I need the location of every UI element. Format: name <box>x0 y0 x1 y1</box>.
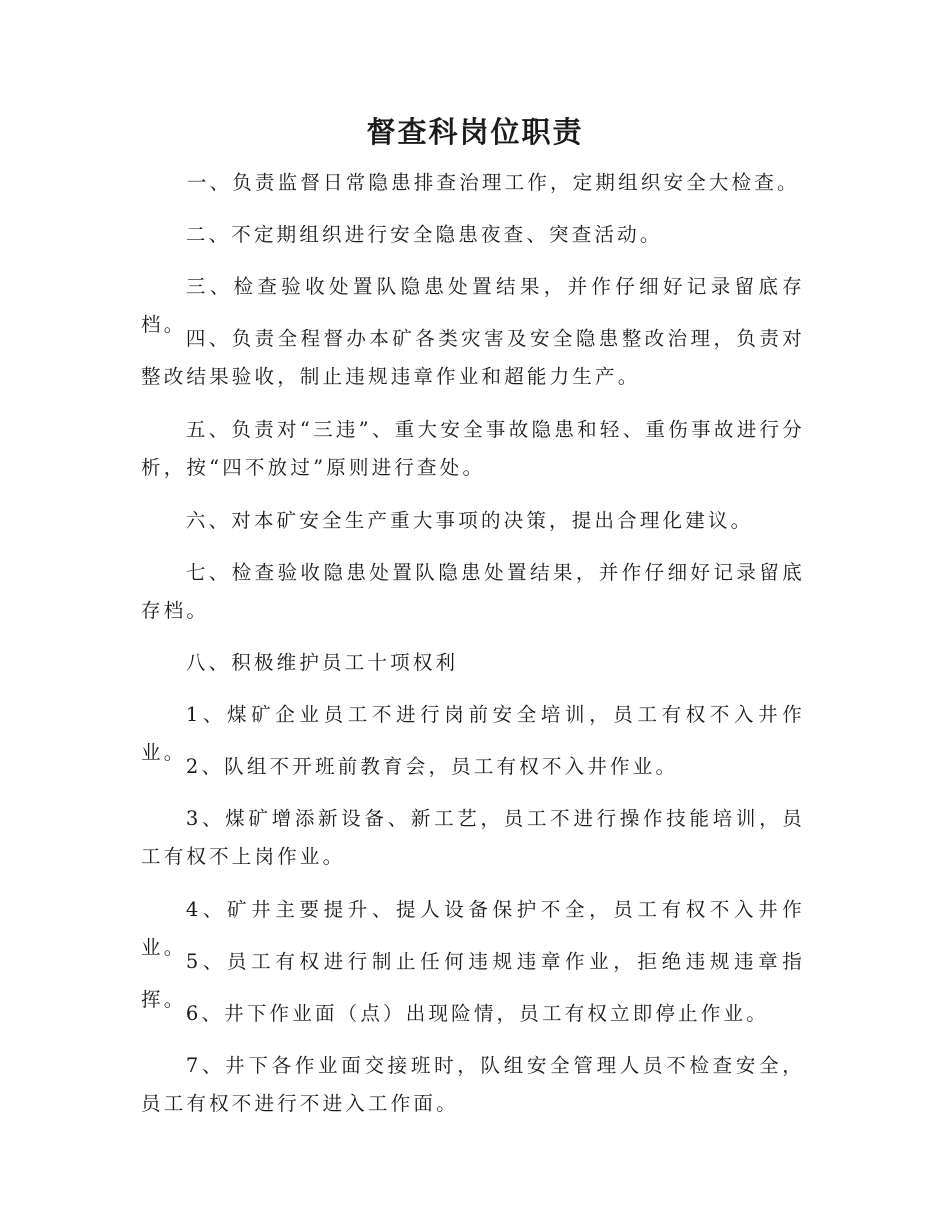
document-title: 督查科岗位职责 <box>366 115 584 149</box>
list-item-7: 7、井下各作业面交接班时，队组安全管理人员不检查安全，员工有权不进行不进入工作面。 <box>141 1054 805 1115</box>
list-item-1: 1、煤矿企业员工不进行岗前安全培训，员工有权不入井作业。 <box>141 703 805 764</box>
list-item-3: 3、煤矿增添新设备、新工艺，员工不进行操作技能培训，员工有权不上岗作业。 <box>141 807 805 868</box>
paragraph-7: 七、检查验收隐患处置队隐患处置结果，并作仔细好记录留底存档。 <box>141 561 805 622</box>
list-item-4: 4、矿井主要提升、提人设备保护不全，员工有权不入井作业。 <box>141 898 805 959</box>
list-item-5: 5、员工有权进行制止任何违规违章作业，拒绝违规违章指挥。 <box>141 950 805 1011</box>
paragraph-1: 一、负责监督日常隐患排查治理工作，定期组织安全大检查。 <box>186 171 800 194</box>
list-item-2: 2、队组不开班前教育会，员工有权不入井作业。 <box>185 755 679 778</box>
paragraph-5: 五、负责对“三违”、重大安全事故隐患和轻、重伤事故进行分析，按“四不放过”原则进行查处。 <box>141 418 805 479</box>
paragraph-2: 二、不定期组织进行安全隐患夜查、突查活动。 <box>185 223 663 246</box>
paragraph-8: 八、积极维护员工十项权利 <box>185 651 459 674</box>
paragraph-4: 四、负责全程督办本矿各类灾害及安全隐患整改治理，负责对整改结果验收，制止违规违章作业和超能力生产。 <box>141 327 805 388</box>
list-item-6: 6、井下作业面（点）出现险情，员工有权立即停止作业。 <box>185 1002 769 1025</box>
paragraph-3: 三、检查验收处置队隐患处置结果，并作仔细好记录留底存档。 <box>141 275 805 336</box>
paragraph-6: 六、对本矿安全生产重大事项的决策，提出合理化建议。 <box>185 509 754 532</box>
